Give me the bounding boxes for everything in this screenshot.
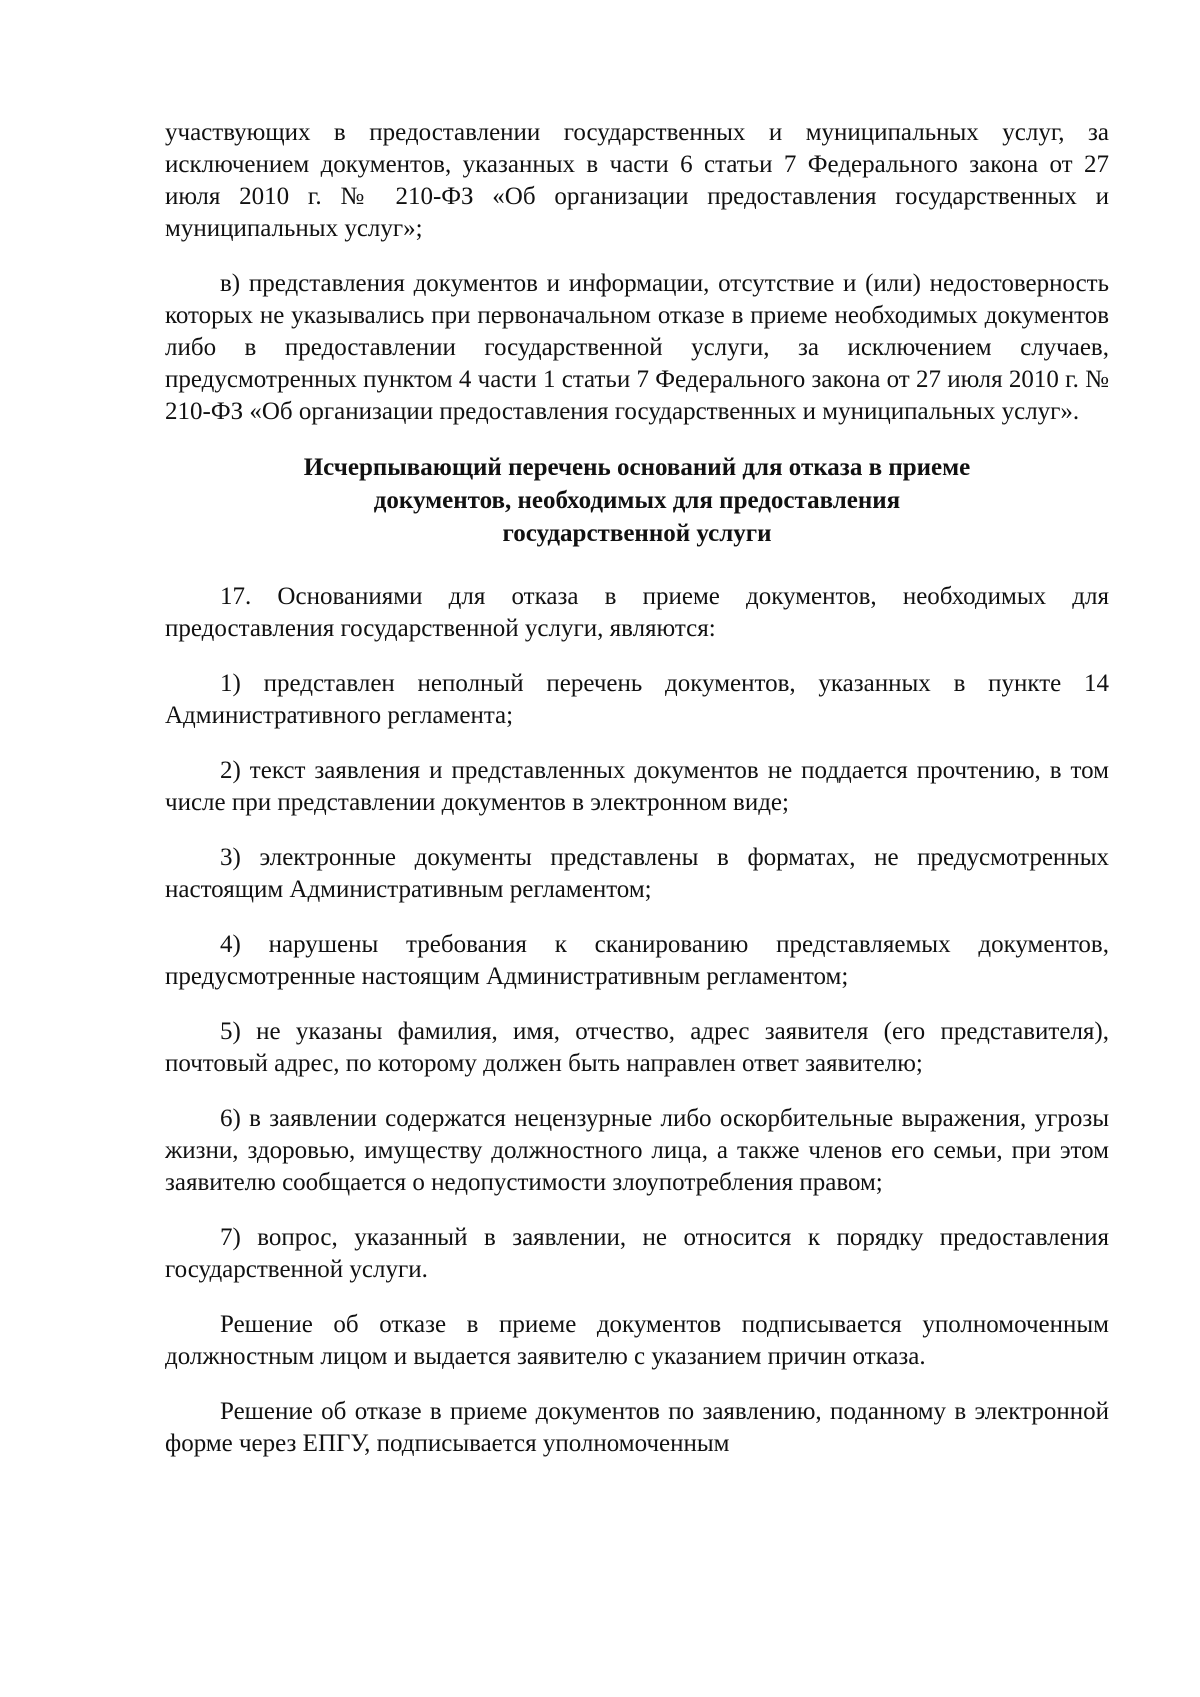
section-heading-line-2: документов, необходимых для предоставления (373, 487, 901, 514)
list-item-1: 1) представлен неполный перечень документов, указанных в пункте 14 Административного регламента; (165, 670, 1109, 729)
paragraph-item-v: в) представления документов и информации, отсутствие и (или) недостоверность которых не указывались при первоначальном отказе в приеме необходимых документов либо в предоставлении государственной услуги, за исключением случаев, предусмотренных пунктом 4 части 1 статьи 7 Федерального закона от 27 июля 2010 г. № 210-ФЗ «Об организации предоставления государственных и муниципальных услуг». (165, 270, 1109, 425)
section-heading-line-3: государственной услуги (502, 520, 772, 547)
list-item-7: 7) вопрос, указанный в заявлении, не относится к порядку предоставления государственной услуги. (165, 1224, 1109, 1283)
paragraph-17: 17. Основаниями для отказа в приеме документов, необходимых для предоставления государственной услуги, являются: (165, 583, 1109, 642)
paragraph-continuation: участвующих в предоставлении государственных и муниципальных услуг, за исключением документов, указанных в части 6 статьи 7 Федерального закона от 27 июля 2010 г. № 210-ФЗ «Об организации предоставления государственных и муниципальных услуг»; (165, 119, 1109, 242)
section-heading (165, 451, 1109, 550)
document-body (165, 117, 1109, 1460)
list-item-6: 6) в заявлении содержатся нецензурные либо оскорбительные выражения, угрозы жизни, здоровью, имуществу должностного лица, а также членов его семьи, при этом заявителю сообщается о недопустимости злоупотребления правом; (165, 1105, 1109, 1196)
list-item-4: 4) нарушены требования к сканированию представляемых документов, предусмотренные настоящим Административным регламентом; (165, 931, 1109, 990)
paragraph-decision: Решение об отказе в приеме документов подписывается уполномоченным должностным лицом и выдается заявителю с указанием причин отказа. (165, 1311, 1109, 1370)
list-item-3: 3) электронные документы представлены в форматах, не предусмотренных настоящим Административным регламентом; (165, 844, 1109, 903)
paragraph-decision-electronic: Решение об отказе в приеме документов по заявлению, поданному в электронной форме через ЕПГУ, подписывается уполномоченным (165, 1398, 1109, 1457)
list-item-2: 2) текст заявления и представленных документов не поддается прочтению, в том числе при представлении документов в электронном виде; (165, 757, 1109, 816)
list-item-5: 5) не указаны фамилия, имя, отчество, адрес заявителя (его представителя), почтовый адрес, по которому должен быть направлен ответ заявителю; (165, 1018, 1109, 1077)
section-heading-line-1: Исчерпывающий перечень оснований для отказа в приеме (303, 454, 971, 481)
